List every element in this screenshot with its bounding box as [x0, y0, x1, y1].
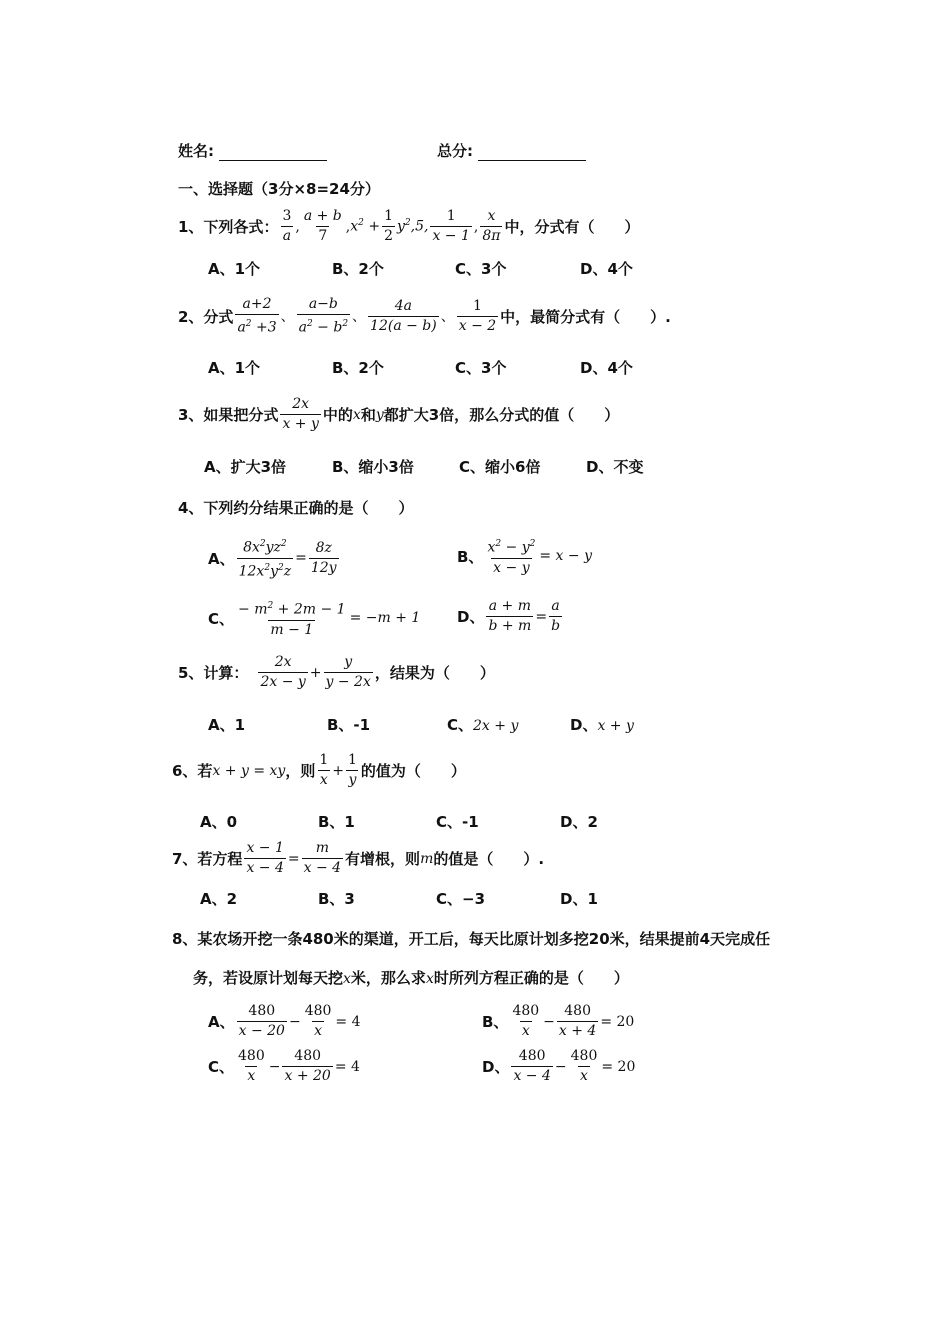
total-blank	[478, 146, 586, 161]
q2-expr-3: $\frac{4a}{12(a - b)}$	[370, 297, 437, 334]
question-3: 3、如果把分式 $\frac{2x}{x + y}$ 中的 x 和 y 都扩大3倍，那么分式的值（ ）	[178, 396, 620, 432]
section-title: 一、选择题（3分×8=24分）	[178, 180, 380, 198]
q5-tail: ，结果为（ ）	[374, 664, 495, 682]
q6-option-a: A、0	[200, 813, 238, 831]
q7-tail: 的值是（ ）.	[433, 850, 545, 868]
q7-option-a: A、2	[200, 890, 238, 908]
q6-option-c: C、-1	[436, 813, 479, 831]
q7-option-b: B、3	[318, 890, 355, 908]
question-1: 1、下列各式： $\frac{3}{a}$ , $\frac{a + b}{7}$ , $x^2$ + $\frac{1}{2}$ $y^2,5$, $\frac{1}{x - 1}$ , $\frac{x}{8\pi}$ 中，分式有（ ）	[178, 208, 640, 244]
q8-option-c: C、 $\frac{480}{x}$ − $\frac{480}{x + 20}$ = 4	[208, 1048, 360, 1084]
q2-option-b: B、2个	[332, 359, 384, 377]
q1-expr-5: $\frac{x}{8\pi}$	[482, 208, 501, 244]
q5-label: 5、计算：	[178, 664, 249, 682]
q4-option-c: C、 $\frac{- m^2 + 2m - 1}{m - 1}$ = −m + 1	[208, 601, 421, 638]
name-label: 姓名:	[178, 142, 214, 160]
question-5: 5、计算： $\frac{2x}{2x - y}$ + $\frac{y}{y - 2x}$ ，结果为（ ）	[178, 654, 495, 690]
q8-option-d: D、 $\frac{480}{x - 4}$ − $\frac{480}{x}$ = 20	[482, 1048, 636, 1084]
q4-option-d: D、 $\frac{a + m}{b + m}$ = $\frac{a}{b}$	[457, 598, 561, 634]
q2-option-a: A、1个	[208, 359, 261, 377]
question-8-line-1: 8、某农场开挖一条480米的渠道，开工后，每天比原计划多挖20米，结果提前4天完成任	[172, 930, 771, 948]
q2-tail: 中，最简分式有（ ）.	[500, 307, 671, 326]
q2-expr-2: $\frac{a-b}{a^2 - b^2}$	[298, 296, 349, 336]
q1-option-b: B、2个	[332, 260, 384, 278]
q2-option-d: D、4个	[580, 359, 633, 377]
q5-option-d: D、x + y	[570, 716, 634, 734]
q6-tail: 的值为（ ）	[360, 762, 466, 780]
total-score-field	[437, 140, 586, 161]
q2-expr-1: $\frac{a+2}{a^2 +3}$	[237, 296, 277, 336]
q1-option-c: C、3个	[455, 260, 507, 278]
q6-label: 6、若	[172, 762, 213, 780]
q5-option-b: B、-1	[327, 716, 371, 734]
question-4: 4、下列约分结果正确的是（ ）	[178, 499, 414, 517]
q4-option-a: A、 $\frac{8x^2yz^2}{12x^2y^2z}$ = $\frac{8z}{12y}$	[208, 539, 337, 580]
q4-option-b: B、 $\frac{x^2 - y^2}{x - y}$ = x − y	[457, 539, 592, 576]
q6-option-b: B、1	[318, 813, 355, 831]
question-2: 2、分式 $\frac{a+2}{a^2 +3}$ 、 $\frac{a-b}{a^2 - b^2}$ 、 $\frac{4a}{12(a - b)}$ 、 $\frac{1}{x - 2}$ 中，最简分式有（ ）.	[178, 296, 671, 336]
q1-option-d: D、4个	[580, 260, 633, 278]
q2-label: 2、分式	[178, 307, 234, 326]
total-label: 总分:	[437, 142, 473, 160]
q6-option-d: D、2	[560, 813, 598, 831]
q1-label: 1、下列各式：	[178, 218, 279, 236]
q3-option-b: B、缩小3倍	[332, 458, 414, 476]
q8-option-b: B、 $\frac{480}{x}$ − $\frac{480}{x + 4}$ = 20	[482, 1003, 635, 1039]
name-blank	[219, 146, 327, 161]
q5-option-a: A、1	[208, 716, 246, 734]
q3-label: 3、如果把分式	[178, 406, 279, 424]
q8-option-a: A、 $\frac{480}{x - 20}$ − $\frac{480}{x}$ = 4	[208, 1003, 361, 1039]
q3-option-a: A、扩大3倍	[204, 458, 287, 476]
q3-option-d: D、不变	[586, 458, 644, 476]
q1-expr-3: $x^2$ +	[350, 218, 381, 235]
question-7: 7、若方程 $\frac{x - 1}{x - 4}$ = $\frac{m}{x - 4}$ 有增根，则 m 的值是（ ）.	[172, 840, 545, 876]
q1-tail: 中，分式有（ ）	[504, 218, 640, 236]
q2-expr-4: $\frac{1}{x - 2}$	[458, 297, 497, 334]
q2-option-c: C、3个	[455, 359, 507, 377]
name-field	[178, 140, 327, 161]
q5-option-c: C、2x + y	[447, 716, 519, 734]
q1-expr-1: $\frac{3}{a}$	[282, 208, 292, 244]
q1-option-a: A、1个	[208, 260, 261, 278]
q3-expr: $\frac{2x}{x + y}$	[282, 396, 319, 432]
q7-label: 7、若方程	[172, 850, 243, 868]
q3-tail: 都扩大3倍，那么分式的值（ ）	[383, 406, 620, 424]
question-6: 6、若 x + y = xy ，则 $\frac{1}{x}$ + $\frac{1}{y}$ 的值为（ ）	[172, 752, 466, 788]
q3-option-c: C、缩小6倍	[459, 458, 541, 476]
q7-option-d: D、1	[560, 890, 598, 908]
q1-expr-2: $\frac{a + b}{7}$	[303, 208, 342, 244]
q1-expr-4: $\frac{1}{x - 1}$	[432, 208, 470, 244]
question-8-line-2: 务，若设原计划每天挖x米，那么求x时所列方程正确的是（ ）	[193, 969, 629, 987]
q7-option-c: C、−3	[436, 890, 486, 908]
